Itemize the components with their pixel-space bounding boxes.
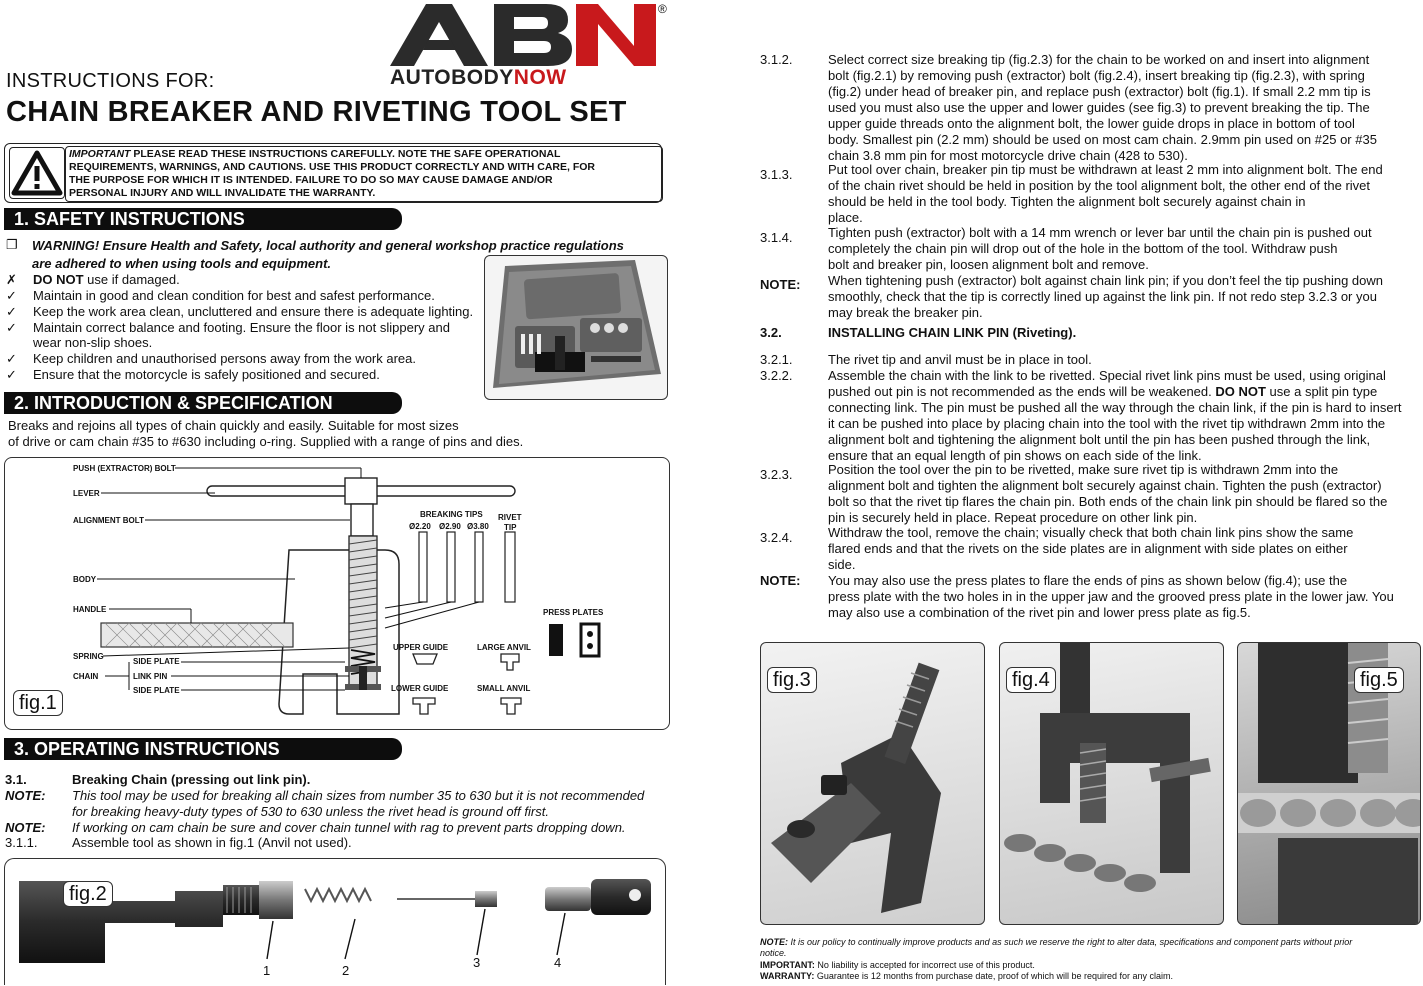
step-312-number: 3.1.2. [760,52,793,67]
note-label: NOTE: [5,820,46,835]
cross-icon: ✗ [6,272,17,287]
safety-item [6,367,476,383]
safety-warning-line2: are adhered to when using tools and equipment. [32,256,332,271]
fig1-tip-label: TIP [504,523,517,532]
logo-sub-now: NOW [513,66,567,89]
fig1-push-bolt-label: PUSH (EXTRACTOR) BOLT [73,464,176,473]
safety-item [6,304,486,320]
footer-warranty-text: Guarantee is 12 months from purchase date, proof of which will be required for any claim. [814,971,1174,981]
step-32-number: 3.2. [760,325,782,340]
fig2-callout-3: 3 [473,955,481,970]
step-313-text: Put tool over chain, breaker pin tip must be withdrawn at least 2 mm into alignment bolt. The end of the chain rivet should be held in position by the tool alignment bolt, the other end of the rivet should be held in the tool body. Tighten the alignment bolt securely against chain in place. [828,162,1383,225]
safety-item [6,288,476,304]
safety-item-bold: DO NOT [33,272,84,287]
fig1-spring-label: SPRING [73,652,104,661]
safety-item-text: Ensure that the motorcycle is safely positioned and secured. [33,367,380,382]
fig5-label: fig.5 [1354,667,1404,693]
check-icon: ✓ [6,288,17,303]
logo-subtitle [390,66,567,90]
check-icon: ✓ [6,304,17,319]
step-324-number: 3.2.4. [760,530,793,545]
step-321-text: The rivet tip and anvil must be in place in tool. [828,352,1092,367]
fig3-photo [760,642,985,925]
warning-lead: IMPORTANT [69,148,131,160]
fig1-tip-290-label: Ø2.90 [439,522,461,531]
footer-note-label: NOTE: [760,937,788,947]
warning-checkbox-icon: ❐ [6,237,18,252]
step-323-text: Position the tool over the pin to be rivetted, make sure rivet tip is withdrawn 2mm into the alignment bolt and tighten the alignment bolt securely against chain. Tighten the push (extractor) bolt so that the rivet tip flares the chain pin. Both ends of the chain link pin should be flared so the pin is securely held in place. Repeat procedure on other link pin. [828,462,1388,525]
note-label: NOTE: [5,788,46,803]
page-title: CHAIN BREAKER AND RIVETING TOOL SET [6,96,627,128]
fig1-upper-guide-label: UPPER GUIDE [393,643,449,652]
fig1-breaking-tips-label: BREAKING TIPS [420,510,483,519]
section-operating-header: 3. OPERATING INSTRUCTIONS [4,738,402,760]
footer-warranty-label: WARRANTY: [760,971,815,981]
note2-line: If working on cam chain be sure and cover chain tunnel with rag to prevent parts dropping down. [72,820,626,835]
step-323-number: 3.2.3. [760,467,793,482]
footer-important-text: No liability is accepted for incorrect use of this product. [814,960,1035,970]
safety-item-text: use if damaged. [83,272,180,287]
warning-line2: REQUIREMENTS, WARNINGS, AND CAUTIONS. USE THIS PRODUCT CORRECTLY AND WITH CARE, FOR [69,161,595,173]
fig1-body-label: BODY [73,575,97,584]
footer-note-text-cont: notice. [760,948,787,958]
footer-note-text: It is our policy to continually improve products and as such we reserve the right to alter data, specifications and component parts without prior [788,937,1353,947]
safety-item [6,272,476,288]
fig1-diagram [4,457,670,730]
fig3-label: fig.3 [767,667,817,693]
fig1-tip-220-label: Ø2.20 [409,522,431,531]
fig2-callout-4: 4 [554,955,562,970]
logo-sub-autobody: AUTOBODY [390,66,514,89]
safety-item-text: Keep children and unauthorised persons away from the work area. [33,351,416,366]
safety-item [6,320,476,336]
fig1-alignment-bolt-label: ALIGNMENT BOLT [73,516,144,525]
warning-box [4,143,662,203]
step-314-text: Tighten push (extractor) bolt with a 14 mm wrench or lever bar until the chain pin is pushed out completely the chain pin will drop out of the hole in the bottom of the tool. Withdraw push bolt and breaker pin, loosen alignment bolt and remove. [828,225,1372,272]
section-safety-header: 1. SAFETY INSTRUCTIONS [4,208,402,230]
step-322-text: Assemble the chain with the link to be rivetted. Special rivet link pins must be used, using original pushed out pin is not recommended as the ends will be weakened. DO NOT use a split pin type connecting link. The pin must be pushed all the way through the chain link, if the pin is hard to insert it can be pushed into place by placing chain into the tool with the rivet tip withdrawn 2mm into the alignment bolt and tightening the alignment bolt until the pin has been pushed through the link, ensure that an equal length of pin shows on each side of the link. [828,368,1402,463]
fig1-rivet-label: RIVET [498,513,522,522]
warning-triangle-icon [9,147,65,199]
fig1-side-plate-label: SIDE PLATE [133,657,180,666]
warning-line3: THE PURPOSE FOR WHICH IT IS INTENDED. FAILURE TO DO SO MAY CAUSE DAMAGE AND/OR [69,174,553,186]
note-label: NOTE: [760,277,801,292]
fig1-large-anvil-label: LARGE ANVIL [477,643,531,652]
step-31-number: 3.1. [5,772,27,787]
fig1-tip-380-label: Ø3.80 [467,522,489,531]
abn-logo-graphic [390,2,660,68]
footer-notes [760,937,1420,959]
footer-warranty [760,971,1420,982]
fig1-lever-label: LEVER [73,489,100,498]
fig2-callout-1: 1 [263,963,271,978]
fig1-handle-label: HANDLE [73,605,107,614]
intro-line2: of drive or cam chain #35 to #630 including o-ring. Supplied with a range of pins and dies. [8,434,524,449]
step-321-number: 3.2.1. [760,352,793,367]
section-intro-header: 2. INTRODUCTION & SPECIFICATION [4,392,402,414]
fig1-label: fig.1 [13,690,63,716]
step-324-text: Withdraw the tool, remove the chain; visually check that both chain link pins show the same flared ends and that the rivets on the side plates are in alignment with side plates on either side. [828,525,1354,572]
warning-text [65,146,663,202]
fig1-link-pin-label: LINK PIN [133,672,168,681]
note1-line1: This tool may be used for breaking all chain sizes from number 35 to 630 but it is not recommended [72,788,645,803]
note-press-plates-text: You may also use the press plates to flare the ends of pins as shown below (fig.4); use the press plate with the two holes in in the upper jaw and the grooved press plate in the lower jaw. You may also use a combination of the rivet pin and lower press plate as fig.5. [828,573,1394,620]
safety-item [6,351,476,367]
warning-line4: PERSONAL INJURY AND WILL INVALIDATE THE WARRANTY. [69,187,376,199]
note-label: NOTE: [760,573,801,588]
note-tightening-text: When tightening push (extractor) bolt against chain link pin; if you don’t feel the tip pushing down smoothly, check that the tip is correctly lined up against the link pin. If not redo step 3.2.3 or you may break the breaker pin. [828,273,1384,320]
check-icon: ✓ [6,320,17,335]
fig1-small-anvil-label: SMALL ANVIL [477,684,531,693]
safety-item-text: Maintain correct balance and footing. Ensure the floor is not slippery and [33,320,450,335]
safety-item-text: wear non-slip shoes. [33,335,153,350]
fig1-lower-guide-label: LOWER GUIDE [391,684,449,693]
fig5-photo [1237,642,1421,925]
brand-logo [390,2,670,90]
fig1-drawing [5,458,669,729]
step-311-number: 3.1.1. [5,835,38,850]
check-icon: ✓ [6,367,17,382]
safety-item-cont [6,335,476,351]
fig2-callout-2: 2 [342,963,350,978]
fig1-side-plate-label: SIDE PLATE [133,686,180,695]
fig2-photo [4,858,666,985]
safety-item-text: Maintain in good and clean condition for best and safest performance. [33,288,435,303]
registered-mark: ® [658,2,667,16]
check-icon: ✓ [6,351,17,366]
product-case-photo [484,255,668,400]
step-311-text: Assemble tool as shown in fig.1 (Anvil not used). [72,835,352,850]
fig4-label: fig.4 [1006,667,1056,693]
note1-line2: for breaking heavy-duty types of 530 to 630 unless the rivet head is ground off first. [72,804,549,819]
fig1-chain-label: CHAIN [73,672,99,681]
step-322-number: 3.2.2. [760,368,793,383]
fig4-photo [999,642,1224,925]
footer-important-label: IMPORTANT: [760,960,815,970]
step-32-title: INSTALLING CHAIN LINK PIN (Riveting). [828,325,1077,340]
step-31-title: Breaking Chain (pressing out link pin). [72,772,311,787]
step-314-number: 3.1.4. [760,230,793,245]
safety-item-text: Keep the work area clean, uncluttered and ensure there is adequate lighting. [33,304,474,319]
instructions-for: INSTRUCTIONS FOR: [6,70,215,92]
fig1-press-plates-label: PRESS PLATES [543,608,604,617]
footer-important [760,960,1420,971]
step-313-number: 3.1.3. [760,167,793,182]
fig2-label: fig.2 [63,881,113,907]
warning-line1: PLEASE READ THESE INSTRUCTIONS CAREFULLY. NOTE THE SAFE OPERATIONAL [130,148,561,160]
intro-line1: Breaks and rejoins all types of chain quickly and easily. Suitable for most sizes [8,418,459,433]
step-312-text: Select correct size breaking tip (fig.2.3) for the chain to be worked on and insert into alignment bolt (fig.2.1) by removing push (extractor) bolt (fig.2.4), insert breaking tip (fig.2.3), with spring (fig.2) under head of breaker pin, and replace push (extractor) bolt (fig.1). If small 2.2 mm tip is used you must also use the upper and lower guides (see fig.3) to prevent breaking the tip. The upper guide threads onto the alignment bolt, the lower guide drops in place in bottom of tool body. Smallest pin (2.2 mm) should be used on most cam chain. 2.9mm pin used on #25 or #35 chain 3.8 mm pin for most motorcycle drive chain (428 to 530). [828,52,1377,163]
safety-warning-line1: WARNING! Ensure Health and Safety, local authority and general workshop practice regulations [32,238,624,253]
